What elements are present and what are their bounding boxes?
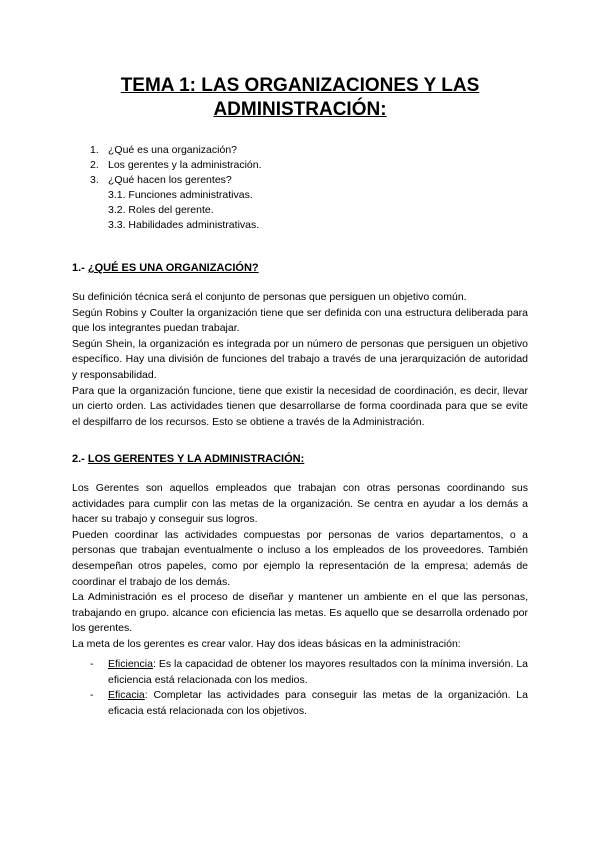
paragraph: Según Shein, la organización es integrada por un número de personas que persiguen un objetivo específico. Hay una división de funciones del trabajo a través de una jerarquización de autoridad y responsabilidad. (72, 337, 528, 381)
title-line-1: TEMA 1: LAS ORGANIZACIONES Y LAS (120, 75, 480, 96)
toc-item-number: 2. (90, 159, 99, 171)
section-1-body (72, 290, 528, 430)
toc-item-text: Los gerentes y la administración. (108, 159, 262, 171)
toc-subitem-text: 3.3. Habilidades administrativas. (108, 219, 260, 231)
paragraph: La meta de los gerentes es crear valor. Hay dos ideas básicas en la administración: (72, 637, 461, 650)
definition-text: : Completar las actividades para conseguir las metas de la organización. La eficacia está relacionada con los objetivos. (108, 689, 528, 717)
toc-item-number: 1. (90, 144, 99, 156)
definition-text: : Es la capacidad de obtener los mayores resultados con la mínima inversión. La eficiencia está relacionada con los medios. (108, 658, 528, 686)
section-1-title: ¿QUÉ ES UNA ORGANIZACIÓN? (87, 262, 259, 274)
paragraph: La Administración es el proceso de diseñar y mantener un ambiente en el que las personas, trabajando en grupo. alcance con eficiencia las metas. Es aquello que se desarrolla ordenado por los gerentes. (72, 591, 528, 635)
title-line-2: ADMINISTRACIÓN: (213, 99, 387, 120)
paragraph: Su definición técnica será el conjunto de personas que persiguen un objetivo común. (72, 291, 467, 303)
section-2-heading (72, 453, 304, 465)
paragraph: Los Gerentes son aquellos empleados que trabajan con otras personas coordinando sus actividades para cumplir con las metas de la organización. Se centra en ayudar a los demás a hacer su trabajo y conseguir sus logros. (72, 482, 528, 526)
term-eficiencia: Eficiencia (108, 658, 153, 670)
toc-subitem-text: 3.2. Roles del gerente. (108, 204, 214, 216)
toc-item-text: ¿Qué es una organización? (108, 144, 237, 156)
toc-subitem-text: 3.1. Funciones administrativas. (108, 189, 253, 201)
section-2-title: LOS GERENTES Y LA ADMINISTRACIÓN: (87, 453, 305, 465)
definition-list (72, 657, 528, 719)
toc-item-number: 3. (90, 174, 99, 186)
document-title (60, 74, 540, 122)
section-2-number: 2.- (72, 453, 85, 465)
list-item (72, 657, 528, 688)
list-item (72, 688, 528, 719)
term-eficacia: Eficacia (108, 689, 145, 702)
section-1-number: 1.- (72, 262, 85, 274)
bullet-dash: - (90, 689, 94, 702)
section-1-heading (72, 262, 259, 274)
bullet-dash: - (90, 658, 94, 670)
toc-item-text: ¿Qué hacen los gerentes? (108, 174, 232, 186)
paragraph: Pueden coordinar las actividades compuestas por personas de varios departamentos, o a personas que trabajan eventualmente o incluso a los empleados de los proveedores. También desempeñan otros papeles, como por ejemplo la representación de la empresa; además de coordinar el trabajo de los demás. (72, 528, 528, 588)
paragraph: Según Robins y Coulter la organización tiene que ser definida con una estructura deliberada para que los integrantes puedan trabajar. (72, 306, 528, 335)
paragraph: Para que la organización funcione, tiene que existir la necesidad de coordinación, es decir, llevar un cierto orden. Las actividades tienen que desarrollarse de forma coordinada para que se evite el despilfarro de los recursos. Esto se obtiene a través de la Administración. (72, 384, 528, 428)
section-2-body (72, 481, 528, 653)
